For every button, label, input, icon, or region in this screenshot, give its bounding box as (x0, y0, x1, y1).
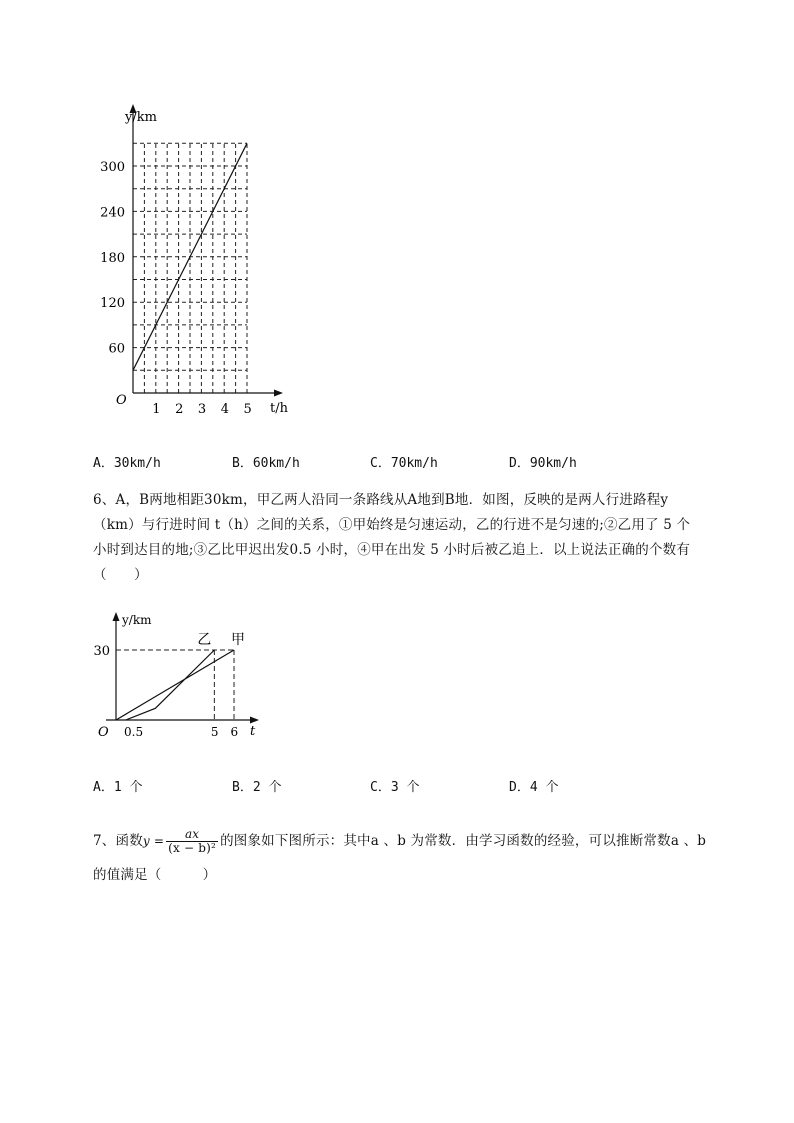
x-axis-label: t/h (270, 401, 288, 416)
series-line-jia (116, 650, 234, 720)
q6-question (93, 488, 743, 588)
x-tick-label: 1 (152, 402, 161, 417)
y-axis-arrow (113, 612, 120, 621)
q5-option-c[interactable]: C．70km/h (370, 456, 438, 471)
x-axis-label: t (250, 724, 256, 739)
origin-label: O (116, 393, 127, 408)
series-label: 甲 (231, 632, 246, 648)
x-tick-label: 3 (197, 402, 207, 417)
q7-question (93, 828, 743, 888)
y-tick-label: 120 (100, 296, 125, 312)
q5-option-b[interactable]: B．60km/h (232, 456, 300, 471)
q7-prefix: 7、函数 (93, 833, 143, 849)
origin-label: O (98, 725, 109, 740)
q7-line-1 (93, 828, 743, 855)
q6-option-b[interactable]: B．2 个 (232, 780, 282, 795)
x-tick-label: 5 (243, 402, 252, 417)
q7-suffix: 的图象如下图所示：其中a 、b 为常数．由学习函数的经验，可以推断常数a 、b (220, 833, 707, 849)
q6-line-3: 小时到达目的地;③乙比甲迟出发0.5 小时，④甲在出发 5 小时后被乙追上．以上说法正确的个数有 (93, 542, 691, 558)
q6-line-1: 6、A，B两地相距30km，甲乙两人沿同一条路线从A地到B地．如图，反映的是两人行进路程y (93, 492, 669, 508)
chart-two-walkers (0, 600, 794, 750)
y-tick-label: 240 (100, 205, 125, 221)
x-axis-arrow (250, 717, 259, 724)
y-tick-label: 60 (108, 341, 125, 357)
y-axis-label: y/km (125, 110, 157, 125)
series-line-yi (126, 650, 215, 720)
x-tick-label: 6 (230, 725, 239, 739)
x-axis-arrow (274, 390, 283, 397)
q6-line-2: （km）与行进时间 t（h）之间的关系，①甲始终是匀速运动，乙的行进不是匀速的;②乙用了 5 个 (93, 517, 691, 533)
q5-option-d[interactable]: D．90km/h (509, 456, 577, 471)
q6-option-a[interactable]: A．1 个 (93, 780, 143, 795)
x-tick-label: 0.5 (124, 725, 144, 739)
q7-numerator: ax (166, 828, 218, 842)
chart-distance-time-grid (0, 0, 794, 430)
series-label: 乙 (197, 632, 212, 648)
q6-line-4: （ ） (93, 567, 148, 583)
x-tick-label: 2 (175, 402, 184, 417)
q7-y-equals: y = (142, 834, 165, 848)
x-tick-label: 5 (210, 725, 219, 739)
y-tick-label: 30 (93, 644, 110, 659)
y-tick-label: 300 (100, 160, 125, 175)
x-tick-label: 4 (220, 402, 229, 417)
q5-option-a[interactable]: A．30km/h (93, 456, 161, 471)
y-tick-label: 180 (100, 250, 125, 266)
q7-fraction (166, 828, 218, 855)
q6-option-c[interactable]: C．3 个 (370, 780, 420, 795)
q6-option-d[interactable]: D．4 个 (509, 780, 559, 795)
q7-line-2: 的值满足（ ） (93, 867, 217, 883)
q7-denominator: (x − b)² (168, 841, 217, 855)
y-axis-label: y/km (122, 613, 152, 627)
